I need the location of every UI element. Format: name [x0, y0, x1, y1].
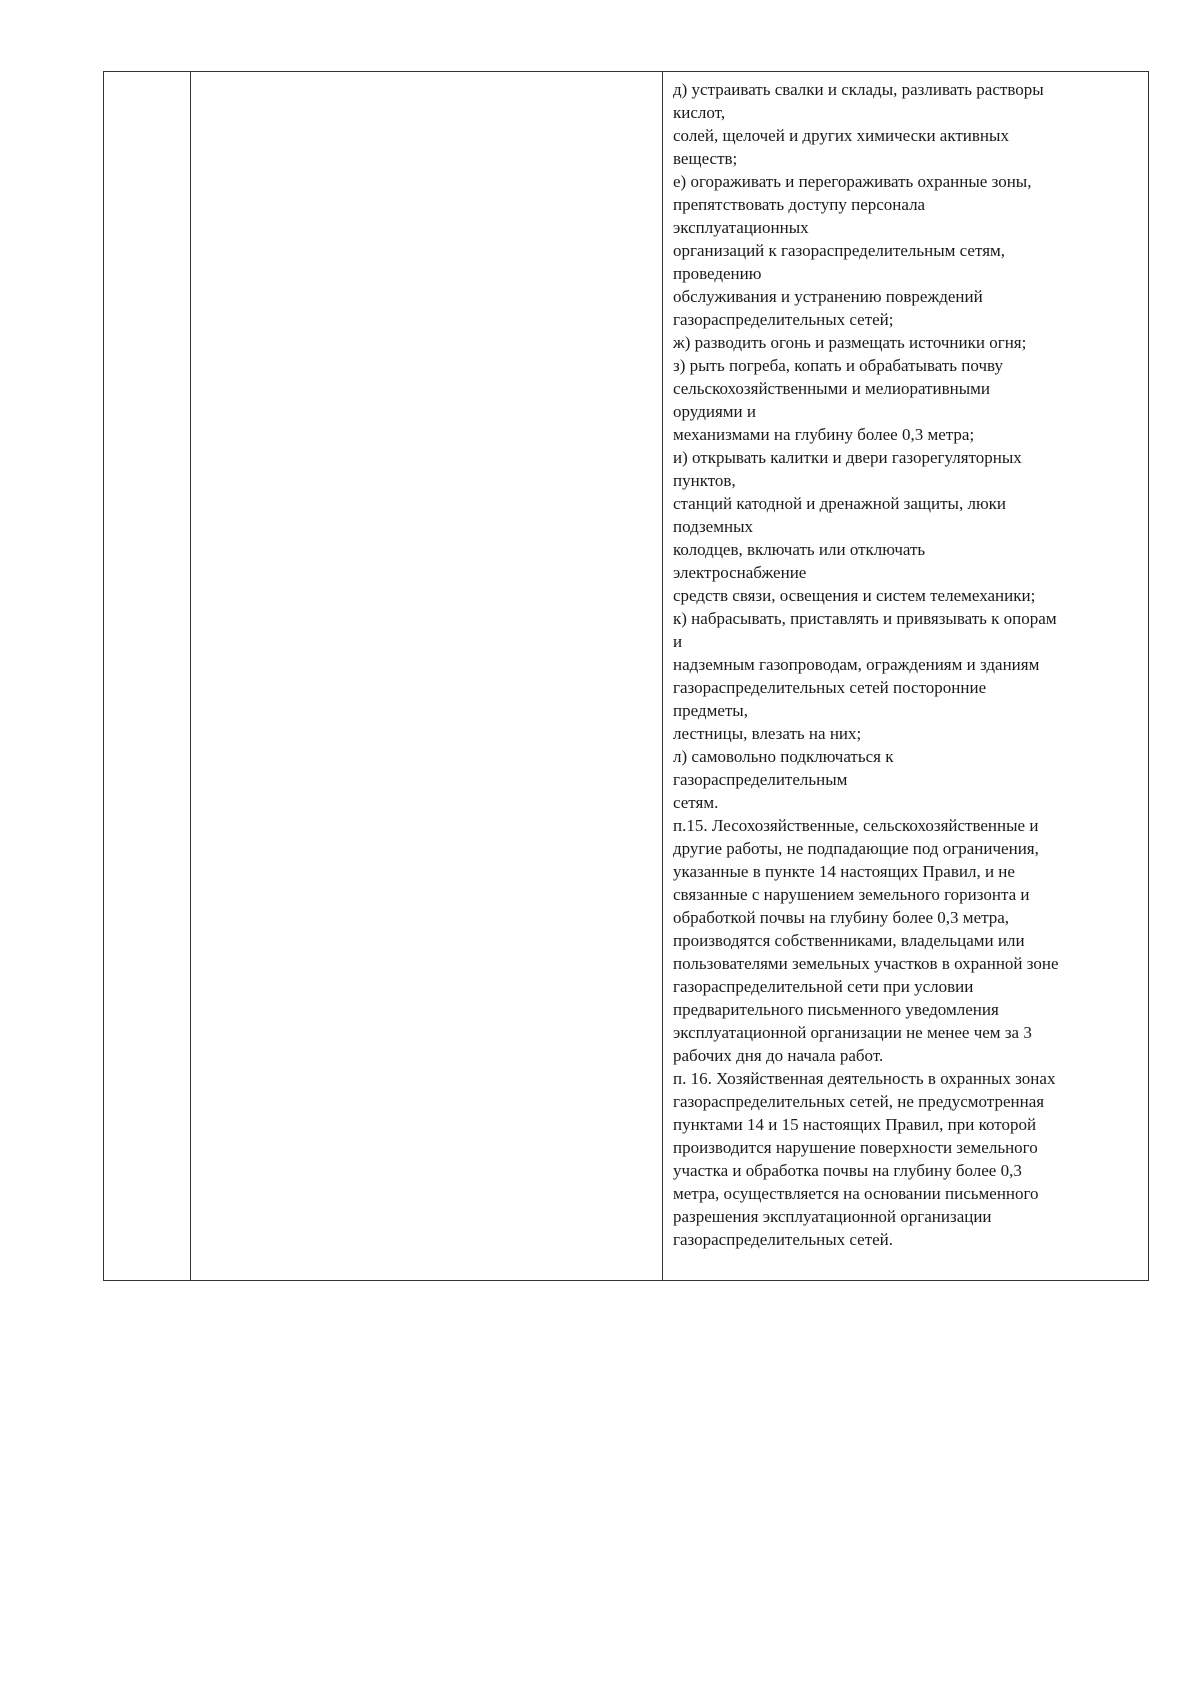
text-line: к) набрасывать, приставлять и привязывать к опорам: [673, 609, 1057, 628]
table-cell-description: [191, 72, 663, 1280]
text-line: л) самовольно подключаться к: [673, 747, 894, 766]
table-cell-restrictions: [663, 72, 1148, 1280]
text-line: газораспределительных сетей посторонние: [673, 678, 987, 697]
text-line: п. 16. Хозяйственная деятельность в охранных зонах: [673, 1069, 1056, 1088]
text-line: эксплуатационной организации не менее чем за 3: [673, 1023, 1032, 1042]
text-line: д) устраивать свалки и склады, разливать растворы: [673, 80, 1044, 99]
text-line: препятствовать доступу персонала: [673, 195, 926, 214]
text-line: связанные с нарушением земельного горизонта и: [673, 885, 1030, 904]
text-line: другие работы, не подпадающие под ограничения,: [673, 839, 1039, 858]
text-line: средств связи, освещения и систем телемеханики;: [673, 586, 1036, 605]
text-line: подземных: [673, 517, 754, 536]
text-line: газораспределительной сети при условии: [673, 977, 974, 996]
text-line: сельскохозяйственными и мелиоративными: [673, 379, 990, 398]
text-line: предварительного письменного уведомления: [673, 1000, 999, 1019]
text-line: и) открывать калитки и двери газорегуляторных: [673, 448, 1022, 467]
text-line: колодцев, включать или отключать: [673, 540, 926, 559]
text-line: организаций к газораспределительным сетям,: [673, 241, 1006, 260]
text-line: эксплуатационных: [673, 218, 809, 237]
text-line: газораспределительных сетей, не предусмотренная: [673, 1092, 1045, 1111]
text-line: производятся собственниками, владельцами или: [673, 931, 1025, 950]
text-line: пунктами 14 и 15 настоящих Правил, при которой: [673, 1115, 1037, 1134]
table-cell-number: [104, 72, 191, 1280]
text-line: рабочих дня до начала работ.: [673, 1046, 884, 1065]
text-line: сетям.: [673, 793, 719, 812]
text-line: ж) разводить огонь и размещать источники огня;: [673, 333, 1027, 352]
text-line: механизмами на глубину более 0,3 метра;: [673, 425, 975, 444]
text-line: пунктов,: [673, 471, 736, 490]
text-line: станций катодной и дренажной защиты, люки: [673, 494, 1007, 513]
text-line: предметы,: [673, 701, 748, 720]
text-line: указанные в пункте 14 настоящих Правил, и не: [673, 862, 1015, 881]
text-line: и: [673, 632, 683, 651]
text-line: проведению: [673, 264, 762, 283]
text-line: солей, щелочей и других химически активных: [673, 126, 1009, 145]
text-line: разрешения эксплуатационной организации: [673, 1207, 992, 1226]
document-table: [103, 71, 1149, 1281]
text-line: обработкой почвы на глубину более 0,3 метра,: [673, 908, 1010, 927]
text-line: орудиями и: [673, 402, 756, 421]
text-line: кислот,: [673, 103, 726, 122]
text-line: метра, осуществляется на основании письменного: [673, 1184, 1039, 1203]
text-line: п.15. Лесохозяйственные, сельскохозяйственные и: [673, 816, 1039, 835]
text-line: надземным газопроводам, ограждениям и зданиям: [673, 655, 1040, 674]
text-line: участка и обработка почвы на глубину более 0,3: [673, 1161, 1022, 1180]
text-line: лестницы, влезать на них;: [673, 724, 862, 743]
text-line: пользователями земельных участков в охранной зоне: [673, 954, 1059, 973]
text-line: производится нарушение поверхности земельного: [673, 1138, 1038, 1157]
text-line: газораспределительных сетей;: [673, 310, 894, 329]
text-line: газораспределительным: [673, 770, 848, 789]
text-line: электроснабжение: [673, 563, 807, 582]
text-line: веществ;: [673, 149, 738, 168]
text-line: е) огораживать и перегораживать охранные зоны,: [673, 172, 1032, 191]
text-line: газораспределительных сетей.: [673, 1230, 894, 1249]
text-line: з) рыть погреба, копать и обрабатывать почву: [673, 356, 1003, 375]
text-line: обслуживания и устранению повреждений: [673, 287, 983, 306]
